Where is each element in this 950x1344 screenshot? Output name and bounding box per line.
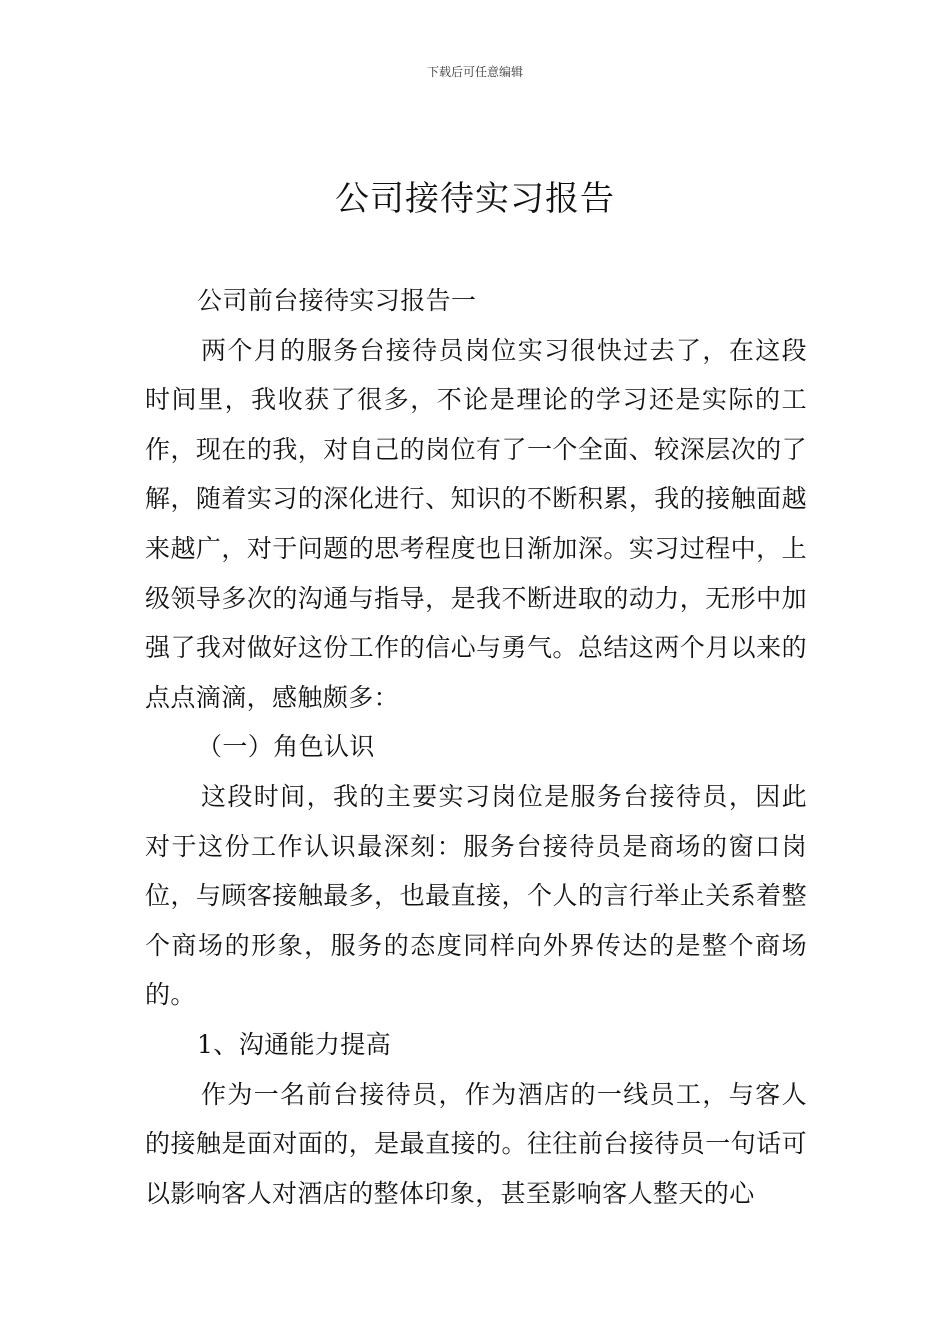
subheading-communication: 1、沟通能力提高 [197, 1029, 392, 1059]
document-title: 公司接待实习报告 [335, 179, 615, 219]
page-header-note: 下载后可任意编辑 [426, 65, 523, 79]
paragraph-role: 这段时间，我的主要实习岗位是服务台接待员，因此对于这份工作认识最深刻：服务台接待员是商场的窗口岗位，与顾客接触最多，也最直接，个人的言行举止关系着整个商场的形象，服务的态度同样向外界传达的是整个商场的。 [145, 781, 807, 1010]
paragraph-communication: 作为一名前台接待员，作为酒店的一线员工，与客人的接触是面对面的，是最直接的。往往前台接待员一句话可以影响客人对酒店的整体印象，甚至影响客人整天的心 [145, 1079, 807, 1208]
document-body [145, 276, 807, 1218]
section-heading: 公司前台接待实习报告一 [197, 286, 477, 315]
subheading-role-recognition: （一）角色认识 [197, 732, 375, 762]
paragraph-intro: 两个月的服务台接待员岗位实习很快过去了，在这段时间里，我收获了很多，不论是理论的学习还是实际的工作，现在的我，对自己的岗位有了一个全面、较深层次的了解，随着实习的深化进行、知识的不断积累，我的接触面越来越广，对于问题的思考程度也日渐加深。实习过程中，上级领导多次的沟通与指导，是我不断进取的动力，无形中加强了我对做好这份工作的信心与勇气。总结这两个月以来的点点滴滴，感触颇多： [145, 335, 807, 712]
